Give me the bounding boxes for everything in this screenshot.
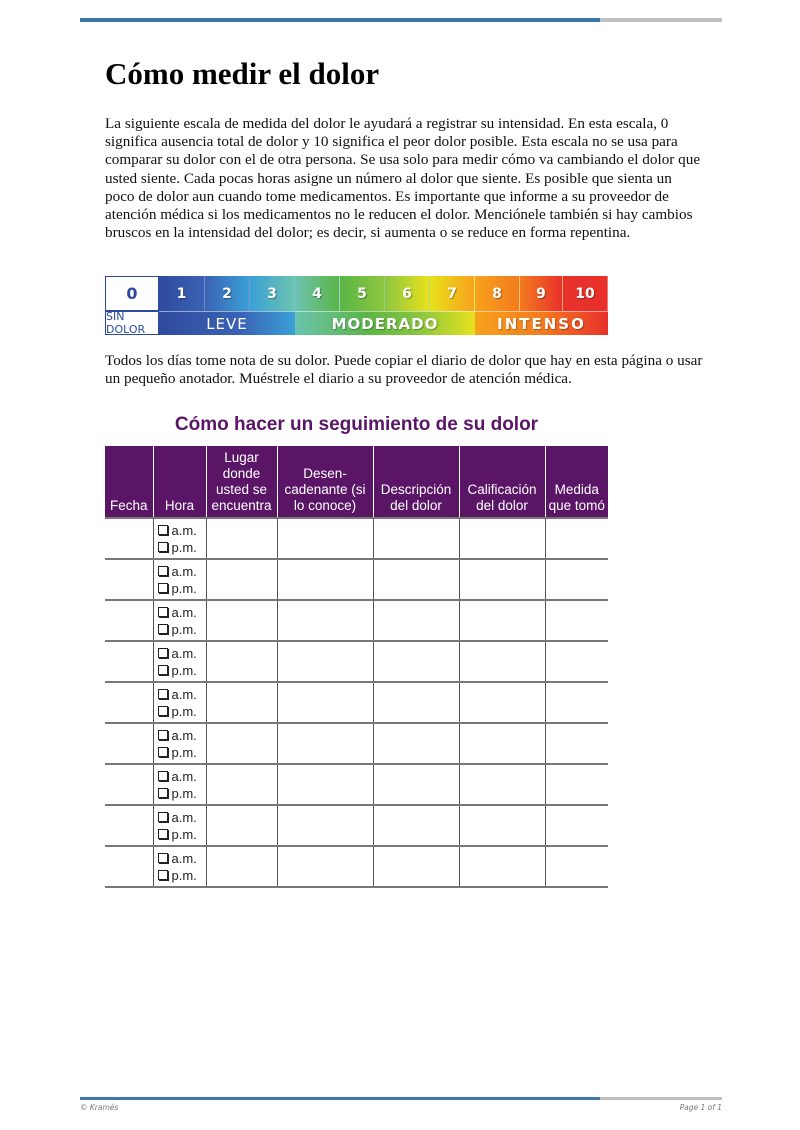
pm-option[interactable] — [158, 621, 206, 638]
log-cell[interactable] — [105, 518, 153, 559]
pm-label: p.m. — [171, 580, 197, 596]
log-cell[interactable] — [459, 846, 545, 887]
log-cell[interactable] — [277, 641, 373, 682]
log-cell[interactable] — [277, 846, 373, 887]
pm-label: p.m. — [171, 662, 197, 678]
pm-label: p.m. — [171, 744, 197, 760]
top-divider-accent — [80, 18, 600, 22]
log-cell[interactable] — [373, 641, 459, 682]
log-cell[interactable] — [459, 723, 545, 764]
pm-option[interactable] — [158, 703, 206, 720]
am-option[interactable] — [158, 809, 206, 826]
header-fecha: Fecha — [105, 446, 153, 518]
scale-number-0: 0 — [105, 276, 159, 311]
am-label: a.m. — [171, 645, 197, 661]
ampm-options — [154, 768, 206, 802]
checkbox-icon[interactable] — [158, 870, 168, 880]
log-cell[interactable] — [277, 600, 373, 641]
log-cell[interactable] — [105, 846, 153, 887]
log-cell-hora[interactable] — [153, 641, 206, 682]
pain-scale-labels — [105, 311, 608, 335]
pm-label: p.m. — [171, 621, 197, 637]
am-label: a.m. — [171, 768, 197, 784]
log-cell[interactable] — [545, 600, 608, 641]
am-option[interactable] — [158, 604, 206, 621]
am-option[interactable] — [158, 563, 206, 580]
am-label: a.m. — [171, 686, 197, 702]
log-cell[interactable] — [105, 764, 153, 805]
scale-label-sin-dolor: SIN DOLOR — [105, 311, 159, 335]
log-cell-hora[interactable] — [153, 846, 206, 887]
log-cell[interactable] — [545, 723, 608, 764]
log-cell[interactable] — [277, 559, 373, 600]
am-option[interactable] — [158, 686, 206, 703]
log-cell[interactable] — [459, 805, 545, 846]
scale-label-intenso: INTENSO — [475, 311, 608, 335]
scale-label-moderado: MODERADO — [295, 311, 475, 335]
log-row — [105, 600, 608, 641]
log-cell[interactable] — [459, 641, 545, 682]
pm-label: p.m. — [171, 539, 197, 555]
am-label: a.m. — [171, 850, 197, 866]
checkbox-icon[interactable] — [158, 829, 168, 839]
header-descripcion: Descripción del dolor — [373, 446, 459, 518]
footer-divider-accent — [80, 1097, 600, 1100]
footer-page-number: Page 1 of 1 — [679, 1103, 722, 1112]
log-cell[interactable] — [277, 805, 373, 846]
header-lugar: Lugar donde usted se encuentra — [206, 446, 277, 518]
pm-option[interactable] — [158, 580, 206, 597]
log-cell[interactable] — [459, 764, 545, 805]
log-row — [105, 805, 608, 846]
pm-option[interactable] — [158, 826, 206, 843]
checkbox-icon[interactable] — [158, 542, 168, 552]
log-cell[interactable] — [373, 723, 459, 764]
log-cell[interactable] — [373, 764, 459, 805]
log-cell[interactable] — [545, 682, 608, 723]
pm-option[interactable] — [158, 785, 206, 802]
log-cell[interactable] — [105, 600, 153, 641]
log-cell[interactable] — [459, 600, 545, 641]
top-divider — [80, 18, 722, 22]
ampm-options — [154, 809, 206, 843]
header-hora: Hora — [153, 446, 206, 518]
scale-number-7: 7 — [430, 276, 475, 311]
log-cell[interactable] — [105, 559, 153, 600]
checkbox-icon[interactable] — [158, 648, 168, 658]
checkbox-icon[interactable] — [158, 730, 168, 740]
log-cell[interactable] — [206, 764, 277, 805]
scale-number-10: 10 — [563, 276, 608, 311]
am-label: a.m. — [171, 727, 197, 743]
checkbox-icon[interactable] — [158, 525, 168, 535]
log-cell[interactable] — [545, 559, 608, 600]
pain-scale — [105, 276, 608, 335]
log-cell[interactable] — [545, 846, 608, 887]
pm-label: p.m. — [171, 867, 197, 883]
ampm-options — [154, 563, 206, 597]
log-cell[interactable] — [206, 518, 277, 559]
ampm-options — [154, 522, 206, 556]
log-cell-hora[interactable] — [153, 723, 206, 764]
ampm-options — [154, 604, 206, 638]
pm-label: p.m. — [171, 826, 197, 842]
pm-option[interactable] — [158, 662, 206, 679]
log-cell[interactable] — [105, 641, 153, 682]
log-cell[interactable] — [206, 805, 277, 846]
am-label: a.m. — [171, 563, 197, 579]
pm-label: p.m. — [171, 785, 197, 801]
scale-number-4: 4 — [295, 276, 340, 311]
log-cell[interactable] — [373, 805, 459, 846]
scale-number-6: 6 — [385, 276, 430, 311]
ampm-options — [154, 850, 206, 884]
log-row — [105, 723, 608, 764]
scale-number-5: 5 — [340, 276, 385, 311]
checkbox-icon[interactable] — [158, 812, 168, 822]
scale-number-2: 2 — [205, 276, 250, 311]
checkbox-icon[interactable] — [158, 624, 168, 634]
log-cell[interactable] — [105, 805, 153, 846]
checkbox-icon[interactable] — [158, 689, 168, 699]
log-cell[interactable] — [373, 600, 459, 641]
log-cell[interactable] — [206, 600, 277, 641]
am-label: a.m. — [171, 522, 197, 538]
log-cell-hora[interactable] — [153, 518, 206, 559]
scale-number-3: 3 — [250, 276, 295, 311]
checkbox-icon[interactable] — [158, 706, 168, 716]
checkbox-icon[interactable] — [158, 607, 168, 617]
scale-number-9: 9 — [520, 276, 563, 311]
ampm-options — [154, 645, 206, 679]
am-option[interactable] — [158, 727, 206, 744]
log-cell[interactable] — [277, 764, 373, 805]
log-cell-hora[interactable] — [153, 764, 206, 805]
log-row — [105, 559, 608, 600]
pm-label: p.m. — [171, 703, 197, 719]
pm-option[interactable] — [158, 744, 206, 761]
checkbox-icon[interactable] — [158, 583, 168, 593]
header-desencadenante: Desen- cadenante (si lo conoce) — [277, 446, 373, 518]
log-cell[interactable] — [373, 846, 459, 887]
log-cell[interactable] — [277, 682, 373, 723]
log-cell[interactable] — [206, 846, 277, 887]
log-row — [105, 518, 608, 559]
log-row — [105, 764, 608, 805]
log-cell[interactable] — [206, 723, 277, 764]
checkbox-icon[interactable] — [158, 747, 168, 757]
scale-number-8: 8 — [475, 276, 520, 311]
log-cell[interactable] — [459, 518, 545, 559]
page-title: Cómo medir el dolor — [105, 56, 380, 91]
log-cell[interactable] — [105, 682, 153, 723]
am-option[interactable] — [158, 645, 206, 662]
log-cell[interactable] — [373, 518, 459, 559]
am-label: a.m. — [171, 809, 197, 825]
diary-paragraph: Todos los días tome nota de su dolor. Puede copiar el diario de dolor que hay en esta página o usar un pequeño anotador. Muéstrele el diario a su proveedor de atención médica. — [105, 352, 703, 388]
log-cell[interactable] — [206, 682, 277, 723]
log-cell[interactable] — [206, 641, 277, 682]
log-row — [105, 846, 608, 887]
log-cell[interactable] — [545, 518, 608, 559]
checkbox-icon[interactable] — [158, 853, 168, 863]
log-cell-hora[interactable] — [153, 559, 206, 600]
am-option[interactable] — [158, 768, 206, 785]
log-cell[interactable] — [277, 723, 373, 764]
header-calificacion: Calificación del dolor — [459, 446, 545, 518]
checkbox-icon[interactable] — [158, 566, 168, 576]
am-label: a.m. — [171, 604, 197, 620]
log-cell[interactable] — [277, 518, 373, 559]
log-cell[interactable] — [373, 682, 459, 723]
log-cell-hora[interactable] — [153, 600, 206, 641]
log-cell[interactable] — [373, 559, 459, 600]
scale-number-1: 1 — [159, 276, 205, 311]
log-cell[interactable] — [545, 805, 608, 846]
pain-log-table — [105, 446, 608, 888]
ampm-options — [154, 727, 206, 761]
pm-option[interactable] — [158, 867, 206, 884]
header-medida: Medida que tomó — [545, 446, 608, 518]
pm-option[interactable] — [158, 539, 206, 556]
log-cell[interactable] — [545, 764, 608, 805]
checkbox-icon[interactable] — [158, 771, 168, 781]
log-cell-hora[interactable] — [153, 682, 206, 723]
checkbox-icon[interactable] — [158, 788, 168, 798]
checkbox-icon[interactable] — [158, 665, 168, 675]
intro-paragraph: La siguiente escala de medida del dolor le ayudará a registrar su intensidad. En esta escala, 0 significa ausencia total de dolor y 10 significa el peor dolor posible. Esta escala no se usa para comparar su dolor con el de otra persona. Se usa solo para medir cómo va cambiando el dolor que usted siente. Cada pocas horas asigne un número al dolor que siente. Es posible que sienta un poco de dolor aun cuando tome medicamentos. Es importante que informe a su proveedor de atención médica si los medicamentos no le reducen el dolor. Menciónele también si hay cambios bruscos en la intensidad del dolor; es decir, si aumenta o se reduce en forma repentina. — [105, 115, 701, 242]
am-option[interactable] — [158, 850, 206, 867]
log-header-row — [105, 446, 608, 518]
am-option[interactable] — [158, 522, 206, 539]
log-cell-hora[interactable] — [153, 805, 206, 846]
log-cell[interactable] — [459, 682, 545, 723]
log-row — [105, 641, 608, 682]
log-row — [105, 682, 608, 723]
log-cell[interactable] — [206, 559, 277, 600]
pain-scale-numbers — [105, 276, 608, 311]
log-cell[interactable] — [545, 641, 608, 682]
log-cell[interactable] — [105, 723, 153, 764]
ampm-options — [154, 686, 206, 720]
footer-copyright: © Kramés — [80, 1103, 119, 1112]
log-title: Cómo hacer un seguimiento de su dolor — [174, 414, 539, 435]
log-cell[interactable] — [459, 559, 545, 600]
scale-label-leve: LEVE — [159, 311, 295, 335]
footer-divider — [80, 1097, 722, 1100]
